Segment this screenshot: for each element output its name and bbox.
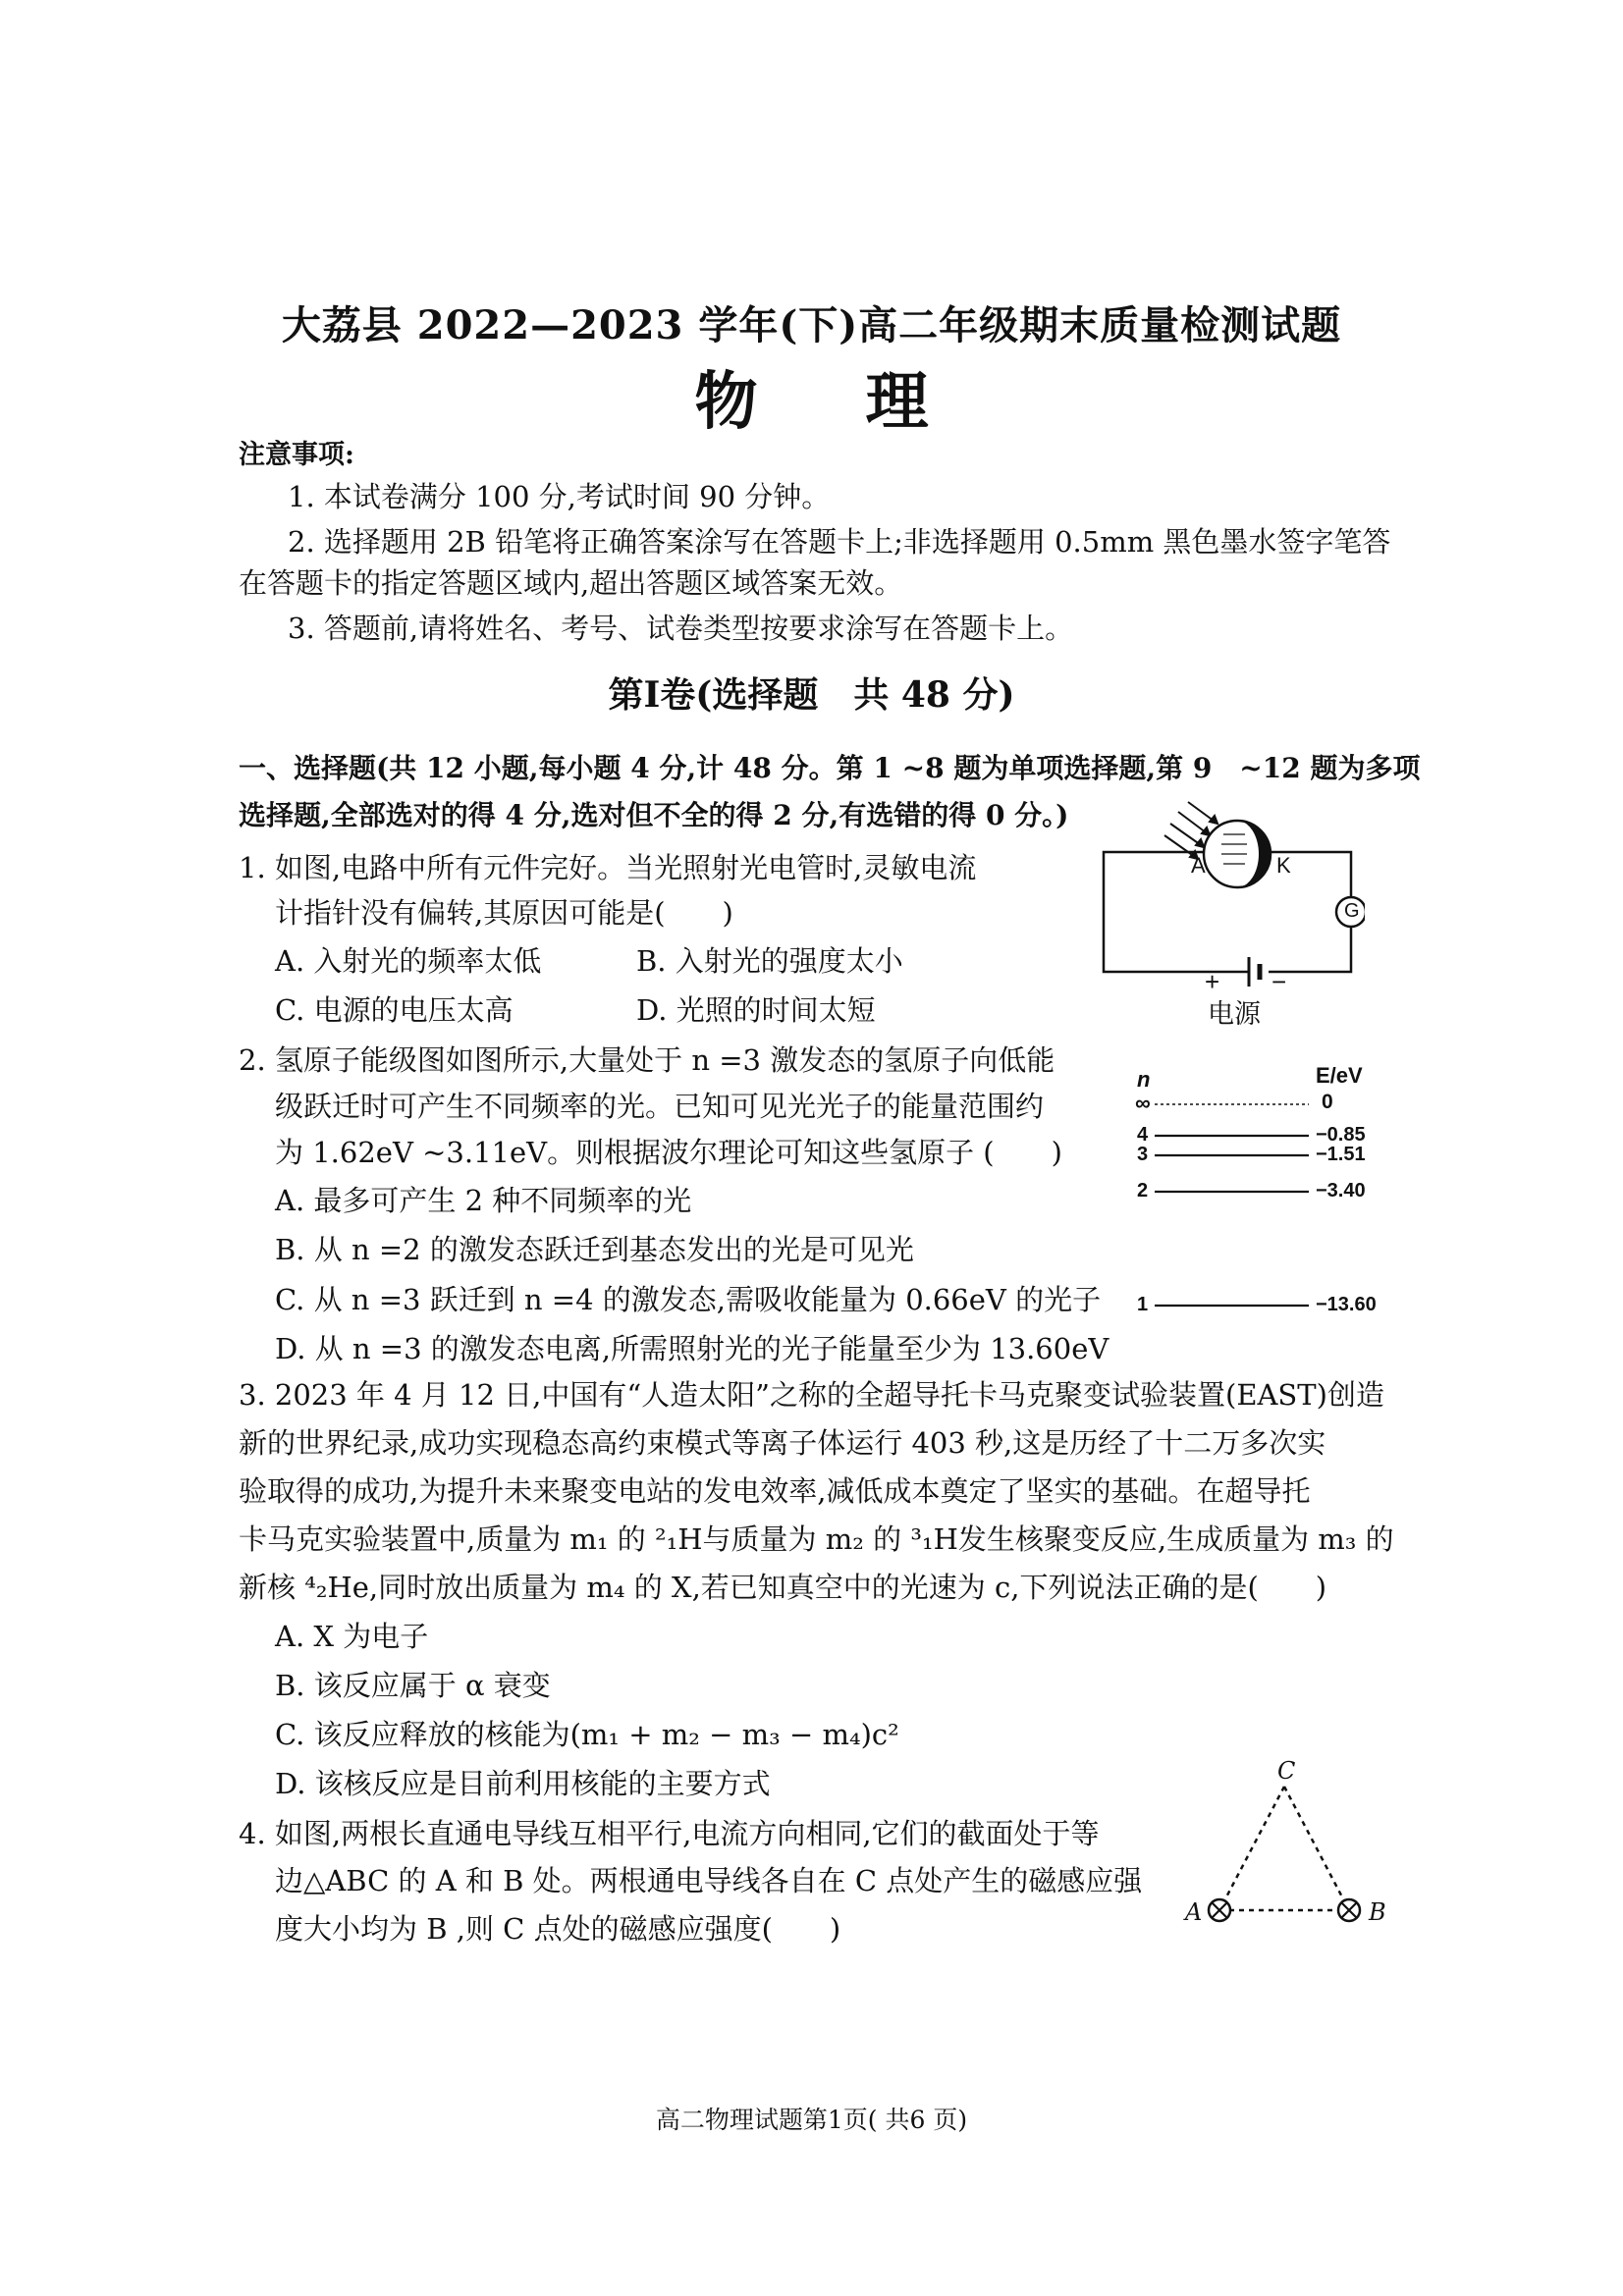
q2-stem-line3: 为 1.62eV ~3.11eV。则根据波尔理论可知这些氢原子 ( ) [275, 1136, 1062, 1169]
q3-stem-line3: 验取得的成功,为提升未来聚变电站的发电效率,减低成本奠定了坚实的基础。在超导托 [239, 1474, 1311, 1508]
level-e-2: −3.40 [1316, 1180, 1366, 1201]
notice-item-1: 1. 本试卷满分 100 分,考试时间 90 分钟。 [288, 480, 831, 513]
q4-stem-line2: 边△ABC 的 A 和 B 处。两根通电导线各自在 C 点处产生的磁感应强 [275, 1864, 1143, 1897]
section-title: 第Ⅰ卷(选择题 共 48 分) [608, 674, 1015, 716]
e-axis-header: E/eV [1316, 1063, 1363, 1088]
wire-a-into-page-icon [1209, 1899, 1230, 1921]
level-e-4: −0.85 [1316, 1124, 1366, 1146]
wire-b-into-page-icon [1338, 1899, 1360, 1921]
q1-stem-line2: 计指针没有偏转,其原因可能是( ) [275, 896, 733, 930]
q1-source-label: 电源 [1208, 999, 1261, 1030]
q3-stem-line4: 卡马克实验装置中,质量为 m₁ 的 ²₁H与质量为 m₂ 的 ³₁H发生核聚变反应,生成质量为 m₃ 的 [239, 1522, 1394, 1556]
notice-item-3: 3. 答题前,请将姓名、考号、试卷类型按要求涂写在答题卡上。 [288, 612, 1074, 645]
q1-plus-sign: + [1205, 967, 1220, 996]
q2-option-b: B. 从 n =2 的激发态跃迁到基态发出的光是可见光 [275, 1233, 914, 1266]
page-footer: 高二物理试题第1页( 共6 页) [655, 2106, 968, 2134]
side-ca [1219, 1787, 1284, 1910]
q3-stem-line1: 3. 2023 年 4 月 12 日,中国有“人造太阳”之称的全超导托卡马克聚变试验装置(EAST)创造 [239, 1378, 1384, 1412]
side-cb [1284, 1787, 1349, 1910]
q2-stem-line1: 2. 氢原子能级图如图所示,大量处于 n =3 激发态的氢原子向低能 [239, 1043, 1055, 1077]
subject-title: 物理 [694, 365, 1037, 439]
level-n-infinity: ∞ [1135, 1091, 1151, 1115]
q2-energy-level-diagram [1129, 1065, 1404, 1320]
q1-label-a: A [1191, 853, 1206, 878]
q4-label-b: B [1369, 1898, 1386, 1926]
q1-option-a: A. 入射光的频率太低 [275, 944, 542, 978]
q1-stem-line1: 1. 如图,电路中所有元件完好。当光照射光电管时,灵敏电流 [239, 851, 977, 884]
q3-option-b: B. 该反应属于 α 衰变 [275, 1669, 551, 1702]
notice-heading: 注意事项: [239, 440, 354, 470]
q1-option-b: B. 入射光的强度太小 [636, 944, 903, 978]
q4-stem-line3: 度大小均为 B ,则 C 点处的磁感应强度( ) [275, 1912, 841, 1946]
q4-label-a: A [1185, 1898, 1203, 1926]
level-n-2: 2 [1137, 1180, 1149, 1201]
level-n-4: 4 [1137, 1124, 1149, 1146]
q1-galvanometer-label: G [1344, 900, 1360, 922]
q3-option-d: D. 该核反应是目前利用核能的主要方式 [275, 1767, 771, 1800]
q2-option-c: C. 从 n =3 跃迁到 n =4 的激发态,需吸收能量为 0.66eV 的光子 [275, 1283, 1102, 1316]
level-e-1: −13.60 [1316, 1294, 1377, 1315]
part1-intro-line1: 一、选择题(共 12 小题,每小题 4 分,计 48 分。第 1 ~8 题为单项选择题,第 9 ~12 题为多项 [239, 752, 1421, 784]
notice-item-2: 2. 选择题用 2B 铅笔将正确答案涂写在答题卡上;非选择题用 0.5mm 黑色墨水签字笔答 [288, 525, 1391, 559]
level-n-1: 1 [1137, 1294, 1149, 1315]
q1-minus-sign: − [1271, 967, 1287, 996]
q3-stem-line5: 新核 ⁴₂He,同时放出质量为 m₄ 的 X,若已知真空中的光速为 c,下列说法正确的是( ) [239, 1571, 1327, 1604]
q3-option-a: A. X 为电子 [275, 1620, 429, 1653]
q2-option-a: A. 最多可产生 2 种不同频率的光 [275, 1184, 692, 1217]
q4-stem-line1: 4. 如图,两根长直通电导线互相平行,电流方向相同,它们的截面处于等 [239, 1817, 1100, 1850]
exam-title: 大荔县 2022—2023 学年(下)高二年级期末质量检测试题 [281, 302, 1342, 348]
n-axis-header: n [1137, 1067, 1151, 1092]
q1-option-c: C. 电源的电压太高 [275, 993, 514, 1027]
level-n-3: 3 [1137, 1144, 1149, 1165]
q1-option-d: D. 光照的时间太短 [636, 993, 876, 1027]
level-e-infinity: 0 [1322, 1091, 1333, 1113]
q2-option-d: D. 从 n =3 的激发态电离,所需照射光的光子能量至少为 13.60eV [275, 1332, 1109, 1365]
q3-option-c: C. 该反应释放的核能为(m₁ + m₂ − m₃ − m₄)c² [275, 1718, 899, 1751]
level-e-3: −1.51 [1316, 1144, 1366, 1165]
q3-stem-line2: 新的世界纪录,成功实现稳态高约束模式等离子体运行 403 秒,这是历经了十二万多次实 [239, 1426, 1326, 1460]
part1-intro-line2: 选择题,全部选对的得 4 分,选对但不全的得 2 分,有选错的得 0 分。) [239, 799, 1069, 831]
notice-item-2-cont: 在答题卡的指定答题区域内,超出答题区域答案无效。 [239, 566, 903, 600]
q2-stem-line2: 级跃迁时可产生不同频率的光。已知可见光光子的能量范围约 [275, 1090, 1045, 1123]
q1-label-k: K [1276, 853, 1291, 878]
q4-label-c: C [1277, 1757, 1296, 1785]
